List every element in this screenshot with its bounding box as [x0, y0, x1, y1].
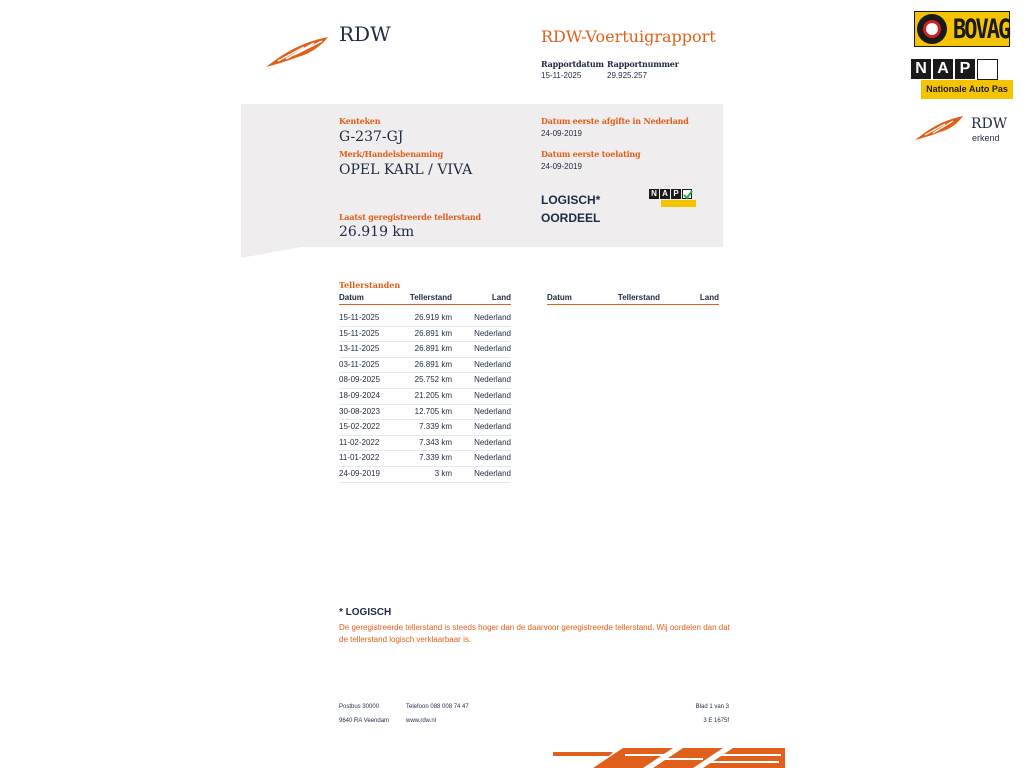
- nap-mini-letter: P: [671, 189, 681, 199]
- readings-table-right: [547, 293, 719, 305]
- report-date: 15-11-2025: [541, 71, 582, 80]
- nap-letter: P: [955, 59, 975, 79]
- vehicle-panel-tab: [241, 247, 301, 258]
- nap-subtitle: Nationale Auto Pas: [921, 80, 1013, 99]
- nap-mini-letter: N: [649, 189, 659, 199]
- first-issue-nl-value: 24-09-2019: [541, 129, 582, 138]
- first-issue-nl-label: Datum eerste afgifte in Nederland: [541, 116, 689, 126]
- header-odometer: Tellerstand: [617, 293, 660, 302]
- bovag-wordmark: BOVAG: [953, 15, 1010, 45]
- row-date: 15-02-2022: [339, 422, 380, 432]
- row-date: 18-09-2024: [339, 390, 380, 400]
- nap-letter: N: [911, 59, 931, 79]
- address-phone: Telefoon 088 008 74 47: [406, 704, 469, 710]
- plate-value: G-237-GJ: [339, 129, 404, 145]
- readings-title: Tellerstanden: [339, 280, 401, 290]
- table-row: [339, 342, 511, 358]
- table-row: [339, 467, 511, 483]
- rdw-erkend-sub: erkend: [972, 133, 1000, 143]
- rdw-erkend-name: RDW: [971, 116, 1008, 132]
- row-country: Nederland: [474, 328, 511, 338]
- nap-empty-box: [977, 59, 998, 80]
- report-number-label: Rapportnummer: [607, 59, 679, 69]
- make-value: OPEL KARL / VIVA: [339, 162, 473, 178]
- row-odometer: 26.919 km: [414, 313, 452, 322]
- plate-label: Kenteken: [339, 116, 381, 126]
- row-date: 03-11-2025: [339, 359, 380, 369]
- row-odometer: 26.891 km: [414, 328, 452, 338]
- row-date: 15-11-2025: [339, 313, 380, 322]
- table-row: [339, 358, 511, 374]
- nap-mini-logo: [649, 189, 696, 208]
- readings-table-left: [339, 293, 511, 483]
- row-date: 08-09-2025: [339, 375, 380, 385]
- row-country: Nederland: [474, 468, 511, 478]
- row-date: 13-11-2025: [339, 344, 380, 354]
- row-country: Nederland: [474, 359, 511, 369]
- table-header: [339, 293, 511, 305]
- row-odometer: 3 km: [434, 468, 452, 478]
- nap-mini-letter: A: [660, 189, 670, 199]
- report-number: 29.925.257: [607, 71, 648, 80]
- bovag-logo: [914, 11, 1010, 47]
- bovag-ring-icon: [917, 14, 947, 44]
- footnote-title: * LOGISCH: [339, 607, 392, 618]
- rdw-erkend-feather-icon: [913, 113, 965, 141]
- first-admission-value: 24-09-2019: [541, 162, 582, 171]
- table-row: [339, 420, 511, 436]
- row-odometer: 7.339 km: [419, 453, 452, 463]
- row-odometer: 7.343 km: [419, 437, 452, 447]
- odometer-label: Laatst geregistreerde tellerstand: [339, 212, 481, 222]
- row-odometer: 7.339 km: [419, 422, 452, 432]
- row-date: 11-02-2022: [339, 437, 380, 447]
- table-header: [547, 293, 719, 305]
- header-country: Land: [491, 293, 511, 302]
- table-row: [339, 373, 511, 389]
- row-odometer: 25.752 km: [414, 375, 452, 385]
- row-odometer: 26.891 km: [414, 344, 452, 354]
- row-date: 30-08-2023: [339, 406, 380, 416]
- document-code: 3 E 1675f: [703, 718, 729, 724]
- row-country: Nederland: [474, 313, 511, 322]
- decorative-stripes: [553, 746, 785, 768]
- row-country: Nederland: [474, 390, 511, 400]
- row-date: 11-01-2022: [339, 453, 380, 463]
- header-country: Land: [699, 293, 719, 302]
- odometer-value: 26.919 km: [339, 224, 415, 240]
- row-country: Nederland: [474, 375, 511, 385]
- header-date: Datum: [547, 293, 572, 302]
- first-admission-label: Datum eerste toelating: [541, 149, 641, 159]
- row-odometer: 12.705 km: [414, 406, 452, 416]
- address-postbus: Postbus 30000: [339, 704, 380, 710]
- table-row: [339, 327, 511, 343]
- row-country: Nederland: [474, 437, 511, 447]
- row-date: 15-11-2025: [339, 328, 380, 338]
- nap-mini-strip: [661, 200, 696, 207]
- checkmark-icon: [682, 189, 692, 199]
- row-date: 24-09-2019: [339, 468, 380, 478]
- table-row: [339, 311, 511, 327]
- row-country: Nederland: [474, 422, 511, 432]
- make-label: Merk/Handelsbenaming: [339, 149, 444, 159]
- odometer-verdict: [541, 191, 600, 227]
- header-date: Datum: [339, 293, 364, 302]
- report-title: RDW-Voertuigrapport: [541, 27, 716, 46]
- address-city: 9640 RA Veendam: [339, 718, 390, 724]
- rdw-feather-logo: [264, 33, 332, 69]
- address-web: www.rdw.nl: [406, 718, 437, 724]
- row-country: Nederland: [474, 406, 511, 416]
- row-country: Nederland: [474, 344, 511, 354]
- page-indicator: Blad 1 van 3: [695, 704, 729, 710]
- table-row: [339, 436, 511, 452]
- row-odometer: 21.205 km: [414, 390, 452, 400]
- footnote-text: De geregistreerde tellerstand is steeds hoger dan de daarvoor geregistreerde tellerstand. Wij oordelen dan dat de tellerstand logisch verklaarbaar is.: [339, 623, 730, 644]
- org-name: RDW: [339, 22, 391, 46]
- verdict-line-2: OORDEEL: [541, 211, 601, 225]
- table-row: [339, 451, 511, 467]
- row-country: Nederland: [474, 453, 511, 463]
- table-row: [339, 405, 511, 421]
- table-row: [339, 389, 511, 405]
- nap-logo: [911, 59, 998, 80]
- header-odometer: Tellerstand: [409, 293, 452, 302]
- report-date-label: Rapportdatum: [541, 59, 604, 69]
- verdict-line-1: LOGISCH*: [541, 193, 601, 207]
- row-odometer: 26.891 km: [414, 359, 452, 369]
- nap-letter: A: [933, 59, 953, 79]
